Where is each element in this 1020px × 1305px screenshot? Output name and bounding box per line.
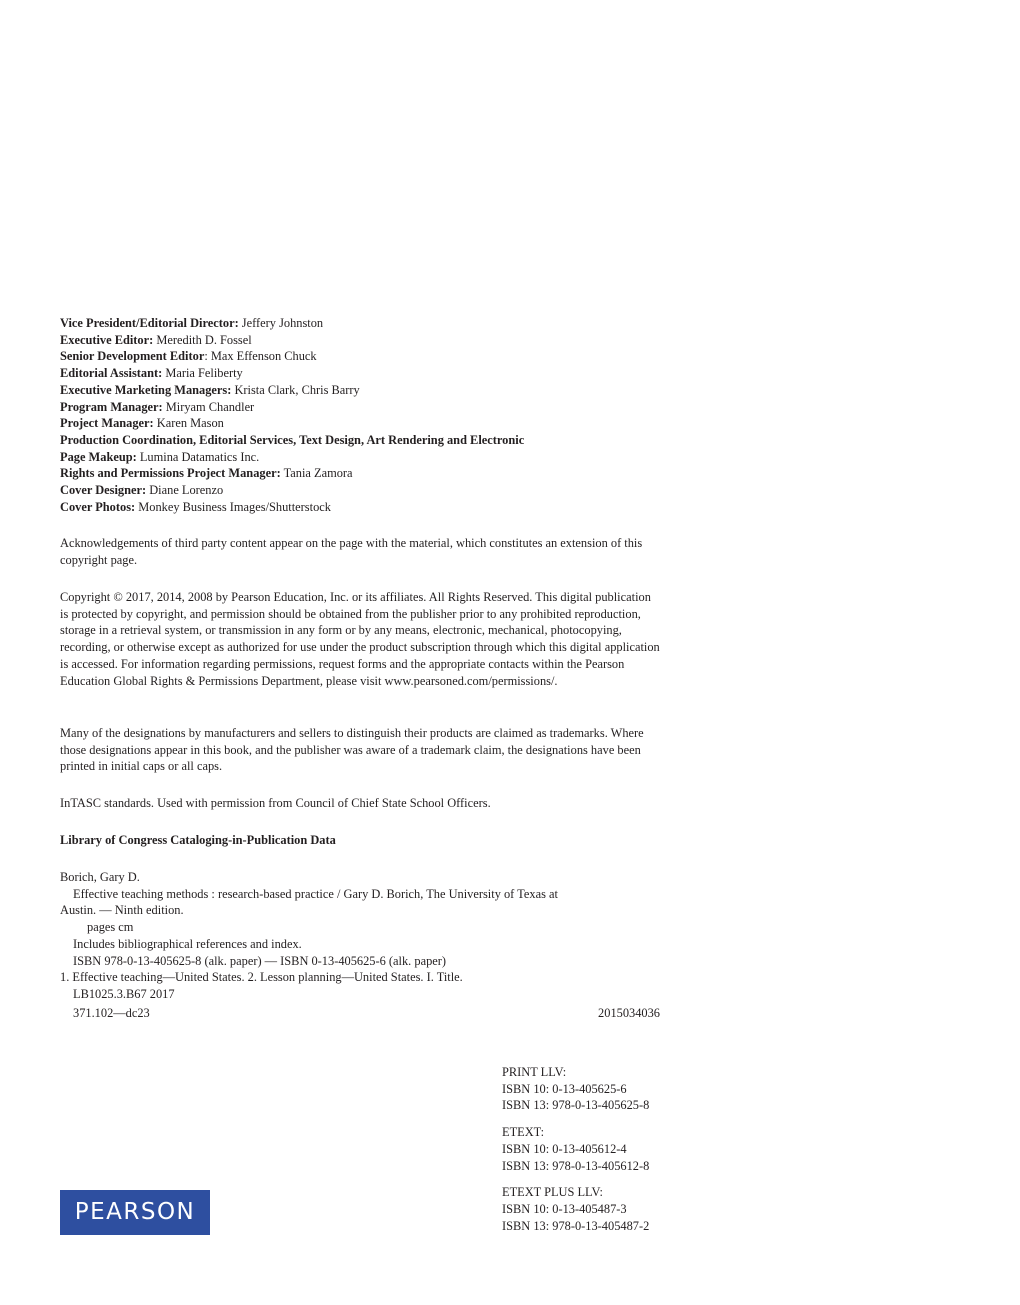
cip-includes: Includes bibliographical references and index. xyxy=(73,936,302,951)
isbn-group-print xyxy=(502,1064,672,1114)
credit-line xyxy=(60,465,670,482)
credit-line xyxy=(60,399,670,416)
acknowledgements-paragraph: Acknowledgements of third party content appear on the page with the material, which constitutes an extension of this copyright page. xyxy=(60,536,643,567)
cip-title-line: Effective teaching methods : research-based practice / Gary D. Borich, The University of Texas at xyxy=(73,886,558,901)
isbn-group-label: ETEXT PLUS LLV: xyxy=(502,1185,603,1200)
isbn-13: ISBN 13: 978-0-13-405625-8 xyxy=(502,1098,650,1113)
credit-line xyxy=(60,482,670,499)
credit-name: Monkey Business Images/Shutterstock xyxy=(135,499,331,514)
credit-role: Program Manager: xyxy=(60,399,163,414)
isbn-13: ISBN 13: 978-0-13-405487-2 xyxy=(502,1218,650,1233)
credit-role: Rights and Permissions Project Manager: xyxy=(60,466,281,481)
credits-list xyxy=(60,315,670,515)
credit-name: : Max Effenson Chuck xyxy=(204,349,317,364)
isbn-10: ISBN 10: 0-13-405625-6 xyxy=(502,1081,627,1096)
isbn-10: ISBN 10: 0-13-405612-4 xyxy=(502,1141,627,1156)
isbn-groups xyxy=(502,1064,672,1244)
credit-role: Executive Marketing Managers: xyxy=(60,382,232,397)
credit-role: Project Manager: xyxy=(60,416,154,431)
cip-title-line: Austin. — Ninth edition. xyxy=(60,903,184,918)
credit-name: Meredith D. Fossel xyxy=(153,332,252,347)
isbn-10: ISBN 10: 0-13-405487-3 xyxy=(502,1201,627,1216)
credit-name: Tania Zamora xyxy=(280,466,353,481)
cip-subjects: 1. Effective teaching—United States. 2. Lesson planning—United States. I. Title. xyxy=(60,970,463,985)
credit-role: Cover Photos: xyxy=(60,499,136,514)
cip-record xyxy=(60,869,670,1003)
isbn-13: ISBN 13: 978-0-13-405612-8 xyxy=(502,1158,650,1173)
credit-line xyxy=(60,415,670,432)
credit-role: Editorial Assistant: xyxy=(60,366,163,381)
credit-name: Jeffery Johnston xyxy=(238,316,324,330)
cip-isbn: ISBN 978-0-13-405625-8 (alk. paper) — ISBN 0-13-405625-6 (alk. paper) xyxy=(73,953,447,968)
cip-heading: Library of Congress Cataloging-in-Publication Data xyxy=(60,833,336,847)
cip-author: Borich, Gary D. xyxy=(60,870,140,884)
credit-line xyxy=(60,382,670,399)
pearson-logo: PEARSON xyxy=(60,1190,210,1235)
credit-role: Page Makeup: xyxy=(60,449,137,464)
credit-line xyxy=(60,432,670,449)
cip-classification-row xyxy=(60,1005,660,1023)
credit-name: Krista Clark, Chris Barry xyxy=(231,382,360,397)
credit-name: Lumina Datamatics Inc. xyxy=(136,449,260,464)
isbn-group-etext xyxy=(502,1124,672,1174)
trademarks-paragraph: Many of the designations by manufacturers and sellers to distinguish their products are claimed as trademarks. Where those designations appear in this book, and the publisher was aware of a trademark claim, the designations have been printed in initial caps or all caps. xyxy=(60,726,644,774)
credit-line xyxy=(60,365,670,382)
cip-lccn: 2015034036 xyxy=(598,1006,660,1020)
credit-line xyxy=(60,348,670,365)
isbn-group-label: PRINT LLV: xyxy=(502,1065,567,1079)
credit-name: Miryam Chandler xyxy=(162,399,255,414)
credit-line xyxy=(60,332,670,349)
cip-dewey: 371.102—dc23 xyxy=(73,1006,150,1020)
credit-role: Executive Editor: xyxy=(60,332,154,347)
credit-name: Diane Lorenzo xyxy=(146,483,224,498)
credit-line xyxy=(60,449,670,466)
copyright-paragraph: Copyright © 2017, 2014, 2008 by Pearson Education, Inc. or its affiliates. All Rights Reserved. This digital publication is protected by copyright, and permission should be obtained from the publisher prior to any prohibited reproduction, storage in a retrieval system, or transmission in any form or by any means, electronic, mechanical, photocopying, recording, or otherwise except as authorized for use under the product subscription through which this digital application is accessed. For information regarding permissions, request forms and the appropriate contacts within the Pearson Education Global Rights & Permissions Department, please visit www.pearsoned.com/permissions/. xyxy=(60,590,660,688)
credit-line xyxy=(60,315,670,332)
isbn-group-etext-plus xyxy=(502,1184,672,1234)
credit-name: Karen Mason xyxy=(153,416,224,431)
credit-line xyxy=(60,499,670,516)
credit-name: Maria Feliberty xyxy=(162,366,243,381)
cip-lc-class: LB1025.3.B67 2017 xyxy=(73,986,175,1001)
intasc-paragraph: InTASC standards. Used with permission from Council of Chief State School Officers. xyxy=(60,796,491,810)
credit-role: Production Coordination, Editorial Services, Text Design, Art Rendering and Electronic xyxy=(60,432,525,447)
credit-role: Senior Development Editor xyxy=(60,349,205,364)
isbn-group-label: ETEXT: xyxy=(502,1125,545,1140)
credit-role: Vice President/Editorial Director: xyxy=(60,316,239,330)
cip-pages: pages cm xyxy=(87,920,134,935)
credit-role: Cover Designer: xyxy=(60,483,147,498)
